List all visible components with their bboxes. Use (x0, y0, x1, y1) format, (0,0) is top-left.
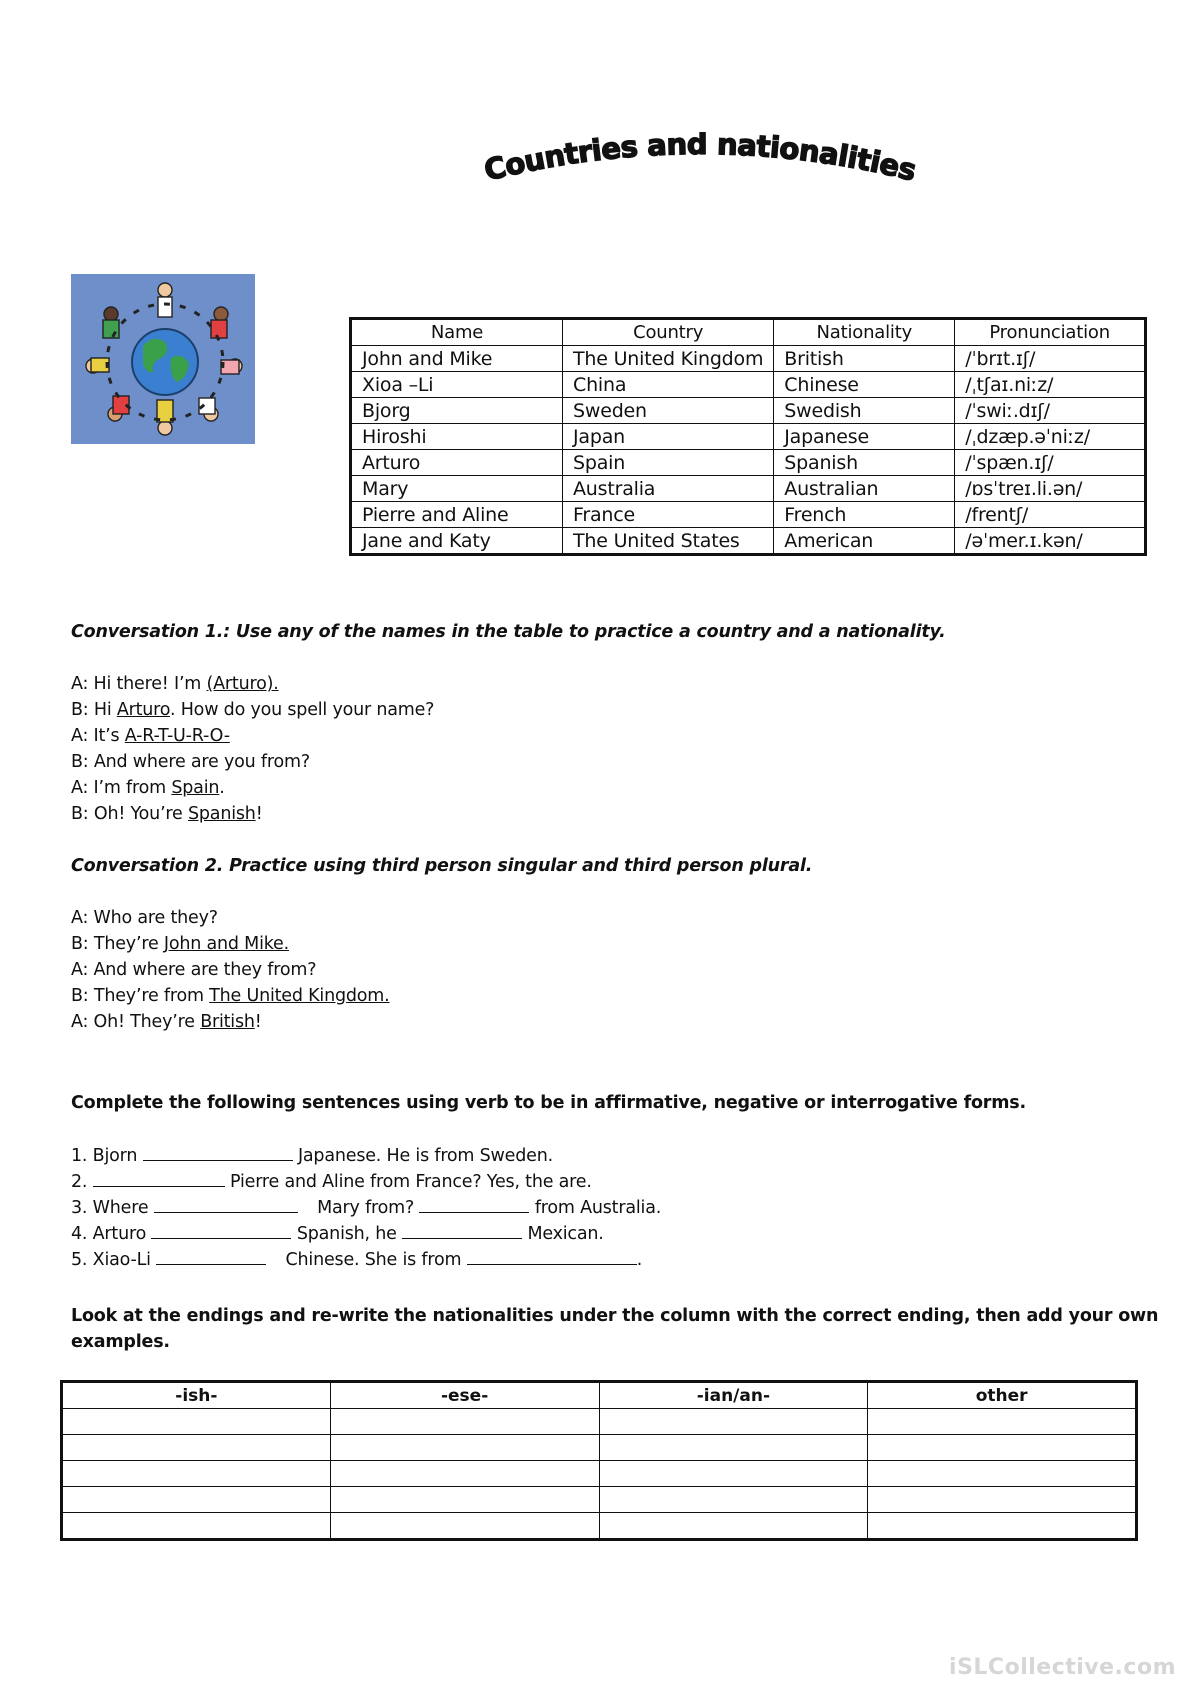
table-row (351, 502, 1146, 528)
cell-country: China (563, 372, 774, 398)
cell-nationality: Chinese (774, 372, 955, 398)
cell-nationality: Swedish (774, 398, 955, 424)
dialogue-line: B: And where are you from? (71, 752, 310, 772)
answer-cell[interactable] (62, 1409, 331, 1435)
cell-country: Australia (563, 476, 774, 502)
answer-cell[interactable] (868, 1461, 1137, 1487)
exercise-sentence: 3. Where Mary from? from Australia. (71, 1194, 1026, 1220)
answer-cell[interactable] (62, 1513, 331, 1540)
cell-pronunciation: /ˌtʃaɪ.niːz/ (955, 372, 1146, 398)
cell-nationality: Japanese (774, 424, 955, 450)
exercise-2-heading-line-2: examples. (71, 1332, 170, 1352)
column-header-nationality: Nationality (774, 319, 955, 346)
table-header-row (62, 1382, 1137, 1409)
table-row (62, 1435, 1137, 1461)
answer-cell[interactable] (330, 1409, 599, 1435)
dialogue-line: A: Who are they? (71, 908, 218, 928)
dialogue-line: B: They’re from The United Kingdom. (71, 986, 390, 1006)
cell-pronunciation: /ˈbrɪt.ɪʃ/ (955, 346, 1146, 372)
cell-name: John and Mike (351, 346, 563, 372)
dialogue-line: A: Hi there! I’m (Arturo). (71, 674, 279, 694)
cell-country: Sweden (563, 398, 774, 424)
exercise-sentence: 2. Pierre and Aline from France? Yes, the are. (71, 1168, 1026, 1194)
answer-cell[interactable] (868, 1409, 1137, 1435)
dialogue-line: B: Oh! You’re Spanish! (71, 804, 263, 824)
table-row (62, 1461, 1137, 1487)
answer-blank[interactable] (156, 1246, 266, 1265)
cell-country: France (563, 502, 774, 528)
answer-cell[interactable] (330, 1487, 599, 1513)
exercise-sentence: 5. Xiao-Li Chinese. She is from . (71, 1246, 1026, 1272)
dialogue-line: B: Hi Arturo. How do you spell your name? (71, 700, 435, 720)
nationalities-table (349, 317, 1147, 556)
conversation-1-heading: Conversation 1.: Use any of the names in the table to practice a country and a nationality. (71, 622, 946, 642)
cell-country: The United States (563, 528, 774, 555)
answer-blank[interactable] (402, 1220, 522, 1239)
page-title-text: Countries and nationalities (480, 132, 920, 188)
dialogue-line: A: It’s A-R-T-U-R-O- (71, 726, 230, 746)
answer-cell[interactable] (599, 1461, 868, 1487)
column-header-ese: -ese- (330, 1382, 599, 1409)
cell-pronunciation: /ɒsˈtreɪ.li.ən/ (955, 476, 1146, 502)
exercise-sentence: 1. Bjorn Japanese. He is from Sweden. (71, 1142, 1026, 1168)
dialogue-line: A: And where are they from? (71, 960, 317, 980)
dialogue-line: A: I’m from Spain. (71, 778, 225, 798)
answer-blank[interactable] (93, 1168, 225, 1187)
column-header-other: other (868, 1382, 1137, 1409)
cell-name: Pierre and Aline (351, 502, 563, 528)
table-row (62, 1513, 1137, 1540)
page-title (480, 132, 920, 192)
cell-country: The United Kingdom (563, 346, 774, 372)
answer-blank[interactable] (419, 1194, 529, 1213)
table-row (351, 528, 1146, 555)
answer-cell[interactable] (62, 1487, 331, 1513)
table-row (351, 450, 1146, 476)
table-row (351, 398, 1146, 424)
cell-nationality: American (774, 528, 955, 555)
column-header-ian-an: -ian/an- (599, 1382, 868, 1409)
table-row (351, 476, 1146, 502)
answer-blank[interactable] (151, 1220, 291, 1239)
cell-pronunciation: /ˈswiː.dɪʃ/ (955, 398, 1146, 424)
column-header-pronunciation: Pronunciation (955, 319, 1146, 346)
answer-cell[interactable] (868, 1513, 1137, 1540)
column-header-country: Country (563, 319, 774, 346)
cell-name: Xioa –Li (351, 372, 563, 398)
cell-pronunciation: /ˈspæn.ɪʃ/ (955, 450, 1146, 476)
conversation-2 (71, 853, 812, 1035)
children-around-globe-image (71, 274, 255, 444)
dialogue-line: A: Oh! They’re British! (71, 1012, 262, 1032)
dialogue-line: B: They’re John and Mike. (71, 934, 289, 954)
conversation-2-heading: Conversation 2. Practice using third person singular and third person plural. (71, 856, 813, 876)
cell-country: Japan (563, 424, 774, 450)
table-row (351, 424, 1146, 450)
table-row (351, 346, 1146, 372)
exercise-2-heading-line-1: Look at the endings and re-write the nationalities under the column with the correct ending, then add your own (71, 1306, 1159, 1326)
exercise-1-heading: Complete the following sentences using verb to be in affirmative, negative or interrogative forms. (71, 1093, 1026, 1113)
table-row (351, 372, 1146, 398)
answer-blank[interactable] (467, 1246, 637, 1265)
table-row (62, 1487, 1137, 1513)
cell-name: Arturo (351, 450, 563, 476)
cell-pronunciation: /frentʃ/ (955, 502, 1146, 528)
table-row (62, 1409, 1137, 1435)
answer-cell[interactable] (330, 1435, 599, 1461)
answer-cell[interactable] (330, 1461, 599, 1487)
cell-pronunciation: /ˌdzæp.əˈniːz/ (955, 424, 1146, 450)
cell-nationality: Spanish (774, 450, 955, 476)
cell-name: Mary (351, 476, 563, 502)
conversation-1 (71, 619, 946, 827)
cell-nationality: French (774, 502, 955, 528)
exercise-endings (71, 1303, 1158, 1355)
answer-cell[interactable] (330, 1513, 599, 1540)
column-header-ish: -ish- (62, 1382, 331, 1409)
answer-cell[interactable] (599, 1513, 868, 1540)
answer-cell[interactable] (599, 1435, 868, 1461)
answer-cell[interactable] (599, 1487, 868, 1513)
cell-name: Hiroshi (351, 424, 563, 450)
exercise-sentence: 4. Arturo Spanish, he Mexican. (71, 1220, 1026, 1246)
answer-cell[interactable] (868, 1435, 1137, 1461)
cell-pronunciation: /əˈmer.ɪ.kən/ (955, 528, 1146, 555)
endings-table (60, 1380, 1138, 1541)
cell-name: Bjorg (351, 398, 563, 424)
answer-cell[interactable] (62, 1461, 331, 1487)
answer-blank[interactable] (143, 1142, 293, 1161)
exercise-complete-sentences (71, 1090, 1026, 1272)
cell-nationality: British (774, 346, 955, 372)
watermark: iSLCollective.com (949, 1655, 1176, 1680)
answer-blank[interactable] (154, 1194, 298, 1213)
column-header-name: Name (351, 319, 563, 346)
cell-country: Spain (563, 450, 774, 476)
answer-cell[interactable] (62, 1435, 331, 1461)
answer-cell[interactable] (868, 1487, 1137, 1513)
answer-cell[interactable] (599, 1409, 868, 1435)
table-header-row (351, 319, 1146, 346)
cell-nationality: Australian (774, 476, 955, 502)
cell-name: Jane and Katy (351, 528, 563, 555)
